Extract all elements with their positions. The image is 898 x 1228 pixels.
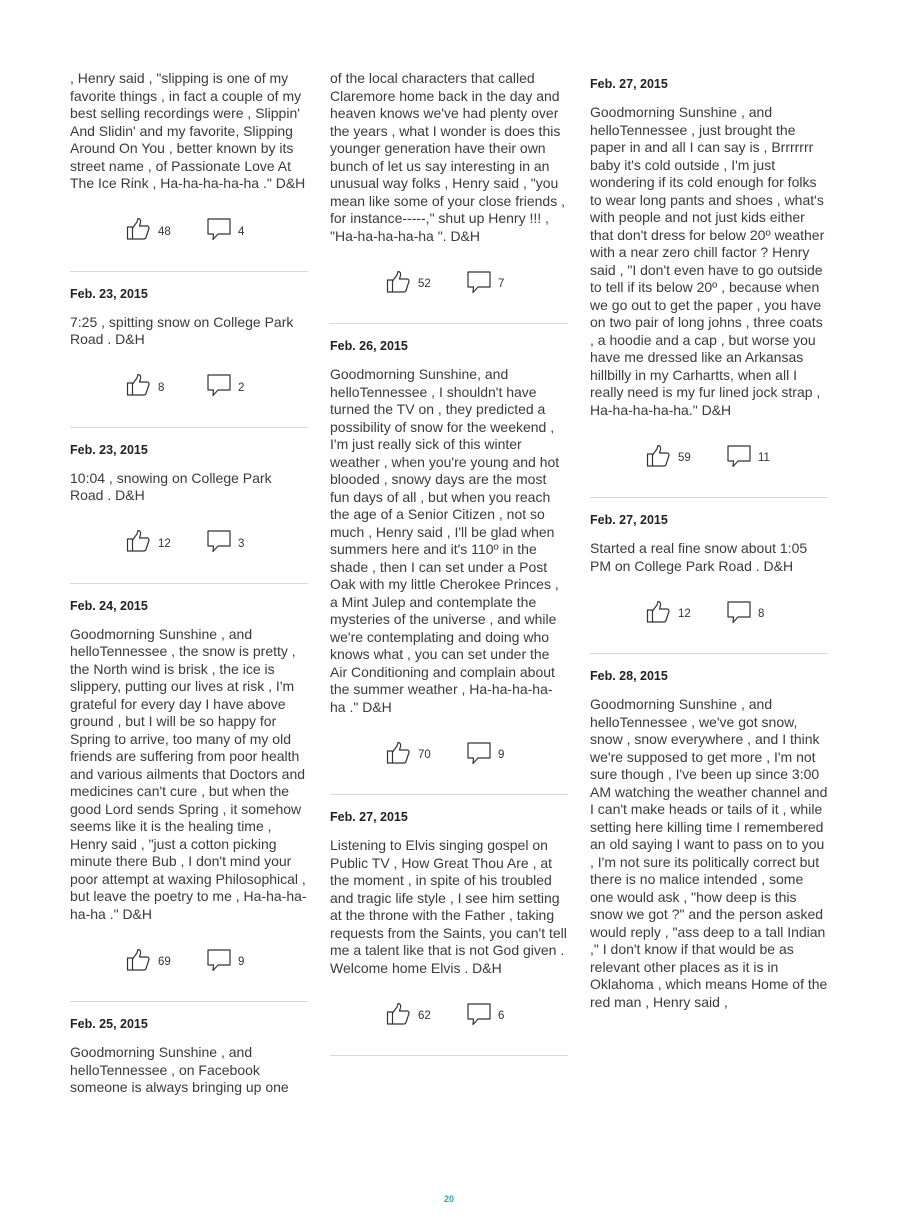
comment-icon	[206, 948, 238, 977]
post-text: of the local characters that called Claremore home back in the day and heaven knows we've had plenty over the years , what I wonder is does this younger generation have their own bunch of let us say interesting in an unusual way folks , Henry said , "you mean like some of your close friends , for instance-----," shut up Henry !!! , "Ha-ha-ha-ha-ha ". D&H	[330, 70, 565, 244]
comment-icon	[726, 444, 758, 473]
post	[70, 70, 308, 272]
column-2	[330, 70, 568, 1070]
post-text: Goodmorning Sunshine , and helloTennessee , on Facebook someone is always bringing up one	[70, 1044, 289, 1095]
post-text: 7:25 , spitting snow on College Park Road . D&H	[70, 313, 294, 347]
post-actions	[70, 349, 308, 427]
comment-count: 7	[498, 278, 505, 290]
post-text: Listening to Elvis singing gospel on Public TV , How Great Thou Are , at the moment , in spite of his troubled and tragic life style , I see him setting at the throne with the Father , taking requests from the Saints, you can't tell me a talent like that is not God given . Welcome home Elvis . D&H	[330, 837, 567, 976]
like-button[interactable]	[126, 948, 206, 977]
comment-icon	[206, 529, 238, 558]
comment-icon	[726, 600, 758, 629]
post-actions	[330, 716, 568, 794]
post	[330, 809, 568, 1056]
post-date: Feb. 27, 2015	[590, 513, 668, 527]
like-button[interactable]	[126, 373, 206, 402]
post-text: Goodmorning Sunshine , and helloTennessee , the snow is pretty , the North wind is brisk , the ice is slippery, putting our lives at risk , I'm grateful for every day I have above ground , but I will be so happy for Spring to arrive, too many of my old friends are suffering from poor health and various ailments that Doctors and medicines can't cure , but when the good Lord sends Spring , it somehow seems like it is the healing time , Henry said , "just a cotton picking minute there Bub , I don't mind your poor attempt at waxing Philosophical , but leave the poetry to me , Ha-ha-ha-ha-ha ." D&H	[70, 625, 307, 922]
comment-button[interactable]	[466, 1002, 546, 1031]
like-count: 12	[678, 608, 691, 620]
post	[590, 512, 828, 654]
post-text: 10:04 , snowing on College Park Road . D&H	[70, 469, 272, 503]
like-button[interactable]	[646, 444, 726, 473]
thumbs-up-icon	[386, 270, 418, 299]
comment-icon	[466, 1002, 498, 1031]
comment-count: 9	[498, 749, 505, 761]
like-count: 69	[158, 956, 171, 968]
like-count: 12	[158, 537, 171, 550]
like-button[interactable]	[646, 600, 726, 629]
like-button[interactable]	[386, 1002, 466, 1031]
post-actions	[330, 245, 568, 323]
post-text: Started a real fine snow about 1:05 PM on College Park Road . D&H	[590, 540, 808, 574]
thumbs-up-icon	[126, 373, 158, 402]
post-actions	[70, 923, 308, 1001]
post-text: Goodmorning Sunshine , and helloTennessee , we've got snow, snow , snow everywhere , and I think we're supposed to get more , I'm not sure though , I've been up since 3:00 AM watching the weather channel and I can't make heads or tails of it , while setting here killing time I remembered an old saying I want to pass on to you , I'm not sure its politically correct but there is no malice intended , some one would ask , "how deep is this snow we got ?" and the person asked would reply , "ass deep to a tall Indian ," I don't know if that would be as relevant other places as it is in Oklahoma , which means Home of the red man , Henry said ,	[590, 696, 828, 1010]
column-3	[590, 70, 828, 1025]
like-count: 48	[158, 225, 171, 238]
post-date: Feb. 27, 2015	[590, 77, 668, 91]
post	[330, 70, 568, 324]
column-1	[70, 70, 308, 1111]
post-date: Feb. 23, 2015	[70, 286, 148, 301]
post-date: Feb. 28, 2015	[590, 669, 668, 683]
post-date: Feb. 24, 2015	[70, 598, 148, 613]
comment-count: 2	[238, 381, 245, 394]
comment-icon	[466, 741, 498, 770]
comment-button[interactable]	[206, 948, 286, 977]
like-count: 8	[158, 381, 165, 394]
comment-button[interactable]	[466, 741, 546, 770]
comment-button[interactable]	[726, 444, 806, 473]
thumbs-up-icon	[646, 600, 678, 629]
like-count: 52	[418, 278, 431, 290]
comment-button[interactable]	[206, 529, 286, 558]
comment-count: 9	[238, 956, 245, 968]
post-date: Feb. 23, 2015	[70, 442, 148, 457]
comment-button[interactable]	[206, 373, 286, 402]
comment-button[interactable]	[466, 270, 546, 299]
post	[70, 598, 308, 1003]
comment-count: 11	[758, 452, 770, 464]
like-count: 59	[678, 452, 691, 464]
comment-count: 6	[498, 1010, 505, 1022]
comment-icon	[466, 270, 498, 299]
like-count: 70	[418, 749, 431, 761]
thumbs-up-icon	[386, 1002, 418, 1031]
comment-icon	[206, 373, 238, 402]
comment-button[interactable]	[206, 217, 286, 246]
like-button[interactable]	[386, 741, 466, 770]
post-text: , Henry said , "slipping is one of my favorite things , in fact a couple of my best selling recordings were , Slippin' And Slidin' and my favorite, Slipping Around On You , better known by its street name , of Passionate Love At The Ice Rink , Ha-ha-ha-ha-ha ." D&H	[70, 70, 306, 191]
comment-count: 4	[238, 225, 245, 238]
post	[70, 442, 308, 584]
post-date: Feb. 25, 2015	[70, 1017, 148, 1031]
post	[70, 1016, 308, 1097]
post-date: Feb. 27, 2015	[330, 810, 408, 824]
like-count: 62	[418, 1010, 431, 1022]
thumbs-up-icon	[126, 948, 158, 977]
post	[70, 286, 308, 428]
page-number: 20	[443, 1194, 454, 1204]
thumbs-up-icon	[386, 741, 418, 770]
comment-icon	[206, 217, 238, 246]
thumbs-up-icon	[126, 217, 158, 246]
post	[590, 668, 828, 1011]
post	[330, 338, 568, 795]
comment-button[interactable]	[726, 600, 806, 629]
post-actions	[330, 977, 568, 1055]
post-text: Goodmorning Sunshine, and helloTennessee , I shouldn't have turned the TV on , they predicted a possibility of snow for the weekend , I'm just really sick of this winter weather , when you're young and hot blooded , snowy days are the most fun days of all , but when you reach the age of a Senior Citizen , not so much , Henry said , I'll be glad when summers here and it's 110º in the shade , then I can set under a Post Oak with my little Cherokee Princes , a Mint Julep and contemplate the mysteries of the universe , and while we're contemplating and doing who knows what , you can set under the Air Conditioning and complain about the summer weather , Ha-ha-ha-ha-ha ." D&H	[330, 366, 560, 715]
post-actions	[590, 419, 828, 497]
comment-count: 3	[238, 537, 245, 550]
post-actions	[70, 505, 308, 583]
post-actions	[70, 193, 308, 271]
post-actions	[590, 575, 828, 653]
post-date: Feb. 26, 2015	[330, 339, 408, 353]
thumbs-up-icon	[126, 529, 158, 558]
post-text: Goodmorning Sunshine , and helloTennessee , just brought the paper in and all I can say is , Brrrrrrr baby it's cold outside , I'm just wondering if its cold enough for folks to wear long pants and shoes , what's with people and not just kids either that don't dress for below 20º weather with a near zero chill factor ? Henry said , "I don't even have to go outside to tell if its below 20º , because when we go out to get the paper , you have on two pair of long johns , three coats , a hoodie and a cap , but worse you have me dressed like an Arkansas hillbilly in my Carhartts, when all I really need is my fur lined jock strap , Ha-ha-ha-ha-ha." D&H	[590, 104, 825, 418]
like-button[interactable]	[126, 529, 206, 558]
post	[590, 76, 828, 498]
comment-count: 8	[758, 608, 765, 620]
like-button[interactable]	[386, 270, 466, 299]
like-button[interactable]	[126, 217, 206, 246]
thumbs-up-icon	[646, 444, 678, 473]
